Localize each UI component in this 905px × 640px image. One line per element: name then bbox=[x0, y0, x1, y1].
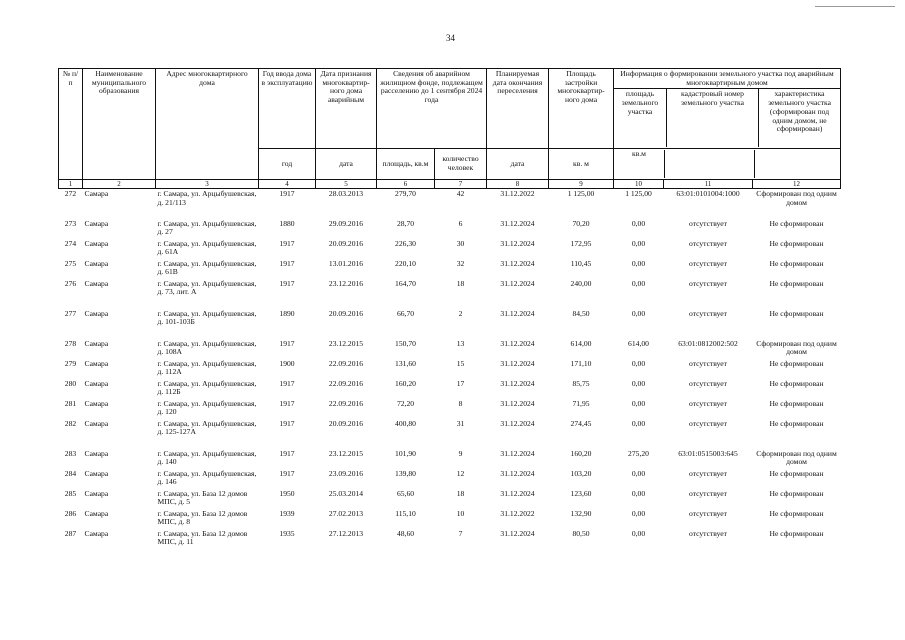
planned-date-cell: 31.12.2024 bbox=[500, 278, 535, 288]
built-area-cell: 71,95 bbox=[572, 398, 590, 408]
planned-date-cell: 31.12.2022 bbox=[500, 189, 535, 198]
table-row bbox=[59, 399, 841, 419]
cadastral-cell: отсутствует bbox=[689, 308, 727, 318]
column-number: 10 bbox=[614, 180, 664, 189]
address-cell: г. Самара, ул. Арцыбушевская, д. 112А bbox=[157, 358, 257, 377]
area-cell: 48,60 bbox=[396, 528, 415, 538]
area-cell: 164,70 bbox=[395, 278, 416, 288]
area-cell: 28,70 bbox=[396, 218, 415, 228]
table-row bbox=[59, 359, 841, 379]
planned-date-cell: 31.12.2024 bbox=[500, 308, 535, 318]
municipality-cell: Самара bbox=[84, 358, 109, 368]
emergency-date-cell: 23.12.2016 bbox=[328, 278, 364, 288]
emergency-date-cell: 20.09.2016 bbox=[328, 308, 364, 318]
people-cell: 7 bbox=[458, 528, 463, 538]
built-area-cell: 614,00 bbox=[570, 338, 592, 348]
area-cell: 400,80 bbox=[395, 418, 416, 428]
row-number: 272 bbox=[64, 189, 77, 198]
year-cell: 1917 bbox=[279, 238, 295, 248]
cadastral-cell: отсутствует bbox=[689, 468, 727, 478]
year-cell: 1880 bbox=[279, 218, 295, 228]
built-area-cell: 70,20 bbox=[572, 218, 590, 228]
header-planned-date: Планируемая дата окончания переселения bbox=[487, 69, 549, 149]
table-row bbox=[59, 259, 841, 279]
cadastral-cell: отсутствует bbox=[689, 278, 727, 288]
cadastral-cell: отсутствует bbox=[689, 358, 727, 368]
people-cell: 31 bbox=[456, 418, 465, 428]
emergency-date-cell: 25.03.2014 bbox=[328, 488, 364, 498]
header-emergency-info: Сведения об аварийном жилищном фонде, подлежащем расселению до 1 сентября 2024 года bbox=[377, 69, 487, 149]
address-cell: г. Самара, ул. Арцыбушевская, д. 108А bbox=[157, 338, 257, 357]
emergency-housing-table bbox=[58, 68, 841, 549]
row-number: 279 bbox=[64, 358, 77, 368]
emergency-date-cell: 22.09.2016 bbox=[328, 398, 364, 408]
municipality-cell: Самара bbox=[84, 378, 109, 388]
address-cell: г. Самара, ул. База 12 домов МПС, д. 5 bbox=[157, 488, 248, 507]
row-number: 278 bbox=[64, 338, 77, 348]
municipality-cell: Самара bbox=[84, 448, 109, 458]
column-number: 4 bbox=[259, 180, 316, 189]
page-number: 34 bbox=[446, 33, 455, 43]
address-cell: г. Самара, ул. Арцыбушевская, д. 140 bbox=[157, 448, 257, 467]
built-area-cell: 103,20 bbox=[570, 468, 592, 478]
table-row bbox=[59, 509, 841, 529]
characteristic-cell: Не сформирован bbox=[769, 358, 824, 368]
year-cell: 1917 bbox=[279, 448, 295, 458]
row-number: 277 bbox=[64, 308, 77, 318]
municipality-cell: Самара bbox=[84, 278, 109, 288]
header-year: Год ввода дома в эксплуатацию bbox=[259, 69, 316, 149]
column-number: 6 bbox=[377, 180, 435, 189]
planned-date-cell: 31.12.2024 bbox=[500, 488, 535, 498]
planned-date-cell: 31.12.2024 bbox=[500, 468, 535, 478]
area-cell: 66,70 bbox=[396, 308, 415, 318]
column-number: 3 bbox=[156, 180, 259, 189]
column-number: 9 bbox=[549, 180, 614, 189]
row-number: 283 bbox=[64, 448, 77, 458]
land-area-cell: 0,00 bbox=[631, 378, 646, 388]
address-cell: г. Самара, ул. Арцыбушевская, д. 27 bbox=[157, 218, 257, 237]
cadastral-cell: отсутствует bbox=[689, 378, 727, 388]
unit-land-area: кв.м bbox=[614, 150, 665, 178]
address-cell: г. Самара, ул. Арцыбушевская, д. 146 bbox=[157, 468, 257, 487]
characteristic-cell: Не сформирован bbox=[769, 508, 824, 518]
characteristic-cell: Не сформирован bbox=[769, 218, 824, 228]
built-area-cell: 240,00 bbox=[570, 278, 592, 288]
row-number: 275 bbox=[64, 258, 77, 268]
area-cell: 220,10 bbox=[395, 258, 416, 268]
unit-year: год bbox=[259, 149, 316, 180]
cadastral-cell: отсутствует bbox=[689, 238, 727, 248]
area-cell: 139,80 bbox=[395, 468, 416, 478]
area-cell: 101,90 bbox=[395, 448, 416, 458]
built-area-cell: 1 125,00 bbox=[567, 189, 595, 198]
cadastral-cell: 63:01:0101004:1000 bbox=[676, 189, 740, 198]
land-area-cell: 0,00 bbox=[631, 238, 646, 248]
characteristic-cell: Не сформирован bbox=[769, 488, 824, 498]
characteristic-cell: Сформирован под одним домом bbox=[756, 189, 837, 207]
municipality-cell: Самара bbox=[84, 488, 109, 498]
column-number: 8 bbox=[487, 180, 549, 189]
planned-date-cell: 31.12.2024 bbox=[500, 448, 535, 458]
emergency-date-cell: 29.09.2016 bbox=[328, 218, 364, 228]
address-cell: г. Самара, ул. Арцыбушевская, д. 112Б bbox=[157, 378, 257, 397]
year-cell: 1917 bbox=[279, 278, 295, 288]
corner-rule bbox=[815, 6, 895, 7]
cadastral-cell: отсутствует bbox=[689, 488, 727, 498]
characteristic-cell: Не сформирован bbox=[769, 418, 824, 428]
emergency-date-cell: 23.12.2015 bbox=[328, 448, 364, 458]
row-number: 287 bbox=[64, 528, 77, 538]
people-cell: 18 bbox=[456, 278, 465, 288]
column-number: 7 bbox=[435, 180, 487, 189]
characteristic-cell: Не сформирован bbox=[769, 238, 824, 248]
area-cell: 65,60 bbox=[396, 488, 415, 498]
people-cell: 13 bbox=[456, 338, 465, 348]
emergency-date-cell: 27.02.2013 bbox=[328, 508, 364, 518]
address-cell: г. Самара, ул. Арцыбушевская, д. 125-127А bbox=[157, 418, 257, 437]
people-cell: 12 bbox=[456, 468, 465, 478]
table-row bbox=[59, 309, 841, 339]
emergency-date-cell: 22.09.2016 bbox=[328, 378, 364, 388]
cadastral-cell: отсутствует bbox=[689, 418, 727, 428]
people-cell: 8 bbox=[458, 398, 463, 408]
header-land-info: Информация о формировании земельного участка под аварийным многоквартирным домом bbox=[614, 69, 840, 89]
municipality-cell: Самара bbox=[84, 308, 109, 318]
header-cadastral: кадастровый номер земельного участка bbox=[667, 89, 759, 147]
year-cell: 1950 bbox=[279, 488, 295, 498]
year-cell: 1935 bbox=[279, 528, 295, 538]
characteristic-cell: Сформирован под одним домом bbox=[756, 338, 837, 357]
built-area-cell: 85,75 bbox=[572, 378, 590, 388]
header-date-emergency: Дата признания многоквартир-ного дома аварийным bbox=[316, 69, 377, 149]
table-row bbox=[59, 529, 841, 549]
built-area-cell: 172,95 bbox=[570, 238, 592, 248]
address-cell: г. Самара, ул. Арцыбушевская, д. 101-103Б bbox=[157, 308, 257, 327]
table-row bbox=[59, 339, 841, 359]
address-cell: г. Самара, ул. Арцыбушевская, д. 61А bbox=[157, 238, 257, 257]
characteristic-cell: Не сформирован bbox=[769, 258, 824, 268]
emergency-date-cell: 13.01.2016 bbox=[328, 258, 364, 268]
people-cell: 6 bbox=[458, 218, 463, 228]
row-number: 273 bbox=[64, 218, 77, 228]
area-cell: 72,20 bbox=[396, 398, 415, 408]
area-cell: 131,60 bbox=[395, 358, 416, 368]
land-area-cell: 0,00 bbox=[631, 508, 646, 518]
built-area-cell: 274,45 bbox=[570, 418, 592, 428]
area-cell: 279,70 bbox=[395, 189, 416, 198]
year-cell: 1917 bbox=[279, 189, 295, 198]
land-area-cell: 0,00 bbox=[631, 528, 646, 538]
municipality-cell: Самара bbox=[84, 418, 109, 428]
emergency-date-cell: 20.09.2016 bbox=[328, 238, 364, 248]
column-number: 11 bbox=[664, 180, 753, 189]
row-number: 286 bbox=[64, 508, 77, 518]
table-row bbox=[59, 219, 841, 239]
year-cell: 1890 bbox=[279, 308, 295, 318]
characteristic-cell: Не сформирован bbox=[769, 468, 824, 478]
municipality-cell: Самара bbox=[84, 338, 109, 348]
municipality-cell: Самара bbox=[84, 218, 109, 228]
year-cell: 1900 bbox=[279, 358, 295, 368]
planned-date-cell: 31.12.2024 bbox=[500, 378, 535, 388]
characteristic-cell: Не сформирован bbox=[769, 278, 824, 288]
characteristic-cell: Не сформирован bbox=[769, 308, 824, 318]
cadastral-cell: отсутствует bbox=[689, 218, 727, 228]
address-cell: г. Самара, ул. Арцыбушевская, д. 61В bbox=[157, 258, 257, 277]
header-land-area: площадь земельного участка bbox=[614, 89, 667, 147]
planned-date-cell: 31.12.2024 bbox=[500, 358, 535, 368]
municipality-cell: Самара bbox=[84, 468, 109, 478]
row-number: 274 bbox=[64, 238, 77, 248]
area-cell: 115,10 bbox=[395, 508, 416, 518]
table-row bbox=[59, 239, 841, 259]
planned-date-cell: 31.12.2024 bbox=[500, 338, 535, 348]
header-land-group bbox=[614, 69, 841, 149]
column-number: 5 bbox=[316, 180, 377, 189]
built-area-cell: 84,50 bbox=[572, 308, 590, 318]
people-cell: 30 bbox=[456, 238, 465, 248]
cadastral-cell: отсутствует bbox=[689, 528, 727, 538]
built-area-cell: 160,20 bbox=[570, 448, 592, 458]
unit-land-group bbox=[614, 149, 841, 180]
built-area-cell: 171,10 bbox=[570, 358, 592, 368]
cadastral-cell: отсутствует bbox=[689, 508, 727, 518]
header-address: Адрес многоквартирного дома bbox=[156, 69, 259, 180]
row-number: 276 bbox=[64, 278, 77, 288]
land-area-cell: 275,20 bbox=[628, 448, 649, 458]
people-cell: 2 bbox=[458, 308, 463, 318]
emergency-date-cell: 23.09.2016 bbox=[328, 468, 364, 478]
table-row bbox=[59, 449, 841, 469]
municipality-cell: Самара bbox=[84, 238, 109, 248]
people-cell: 17 bbox=[456, 378, 465, 388]
planned-date-cell: 31.12.2024 bbox=[500, 418, 535, 428]
land-area-cell: 0,00 bbox=[631, 218, 646, 228]
cadastral-cell: 63:01:0812002:502 bbox=[678, 338, 738, 348]
emergency-date-cell: 23.12.2015 bbox=[328, 338, 364, 348]
land-area-cell: 0,00 bbox=[631, 308, 646, 318]
people-cell: 42 bbox=[456, 189, 465, 198]
people-cell: 10 bbox=[456, 508, 465, 518]
planned-date-cell: 31.12.2024 bbox=[500, 258, 535, 268]
column-number: 2 bbox=[83, 180, 156, 189]
year-cell: 1917 bbox=[279, 398, 295, 408]
characteristic-cell: Не сформирован bbox=[769, 398, 824, 408]
unit-built-area: кв. м bbox=[549, 149, 614, 180]
table-row bbox=[59, 279, 841, 309]
year-cell: 1917 bbox=[279, 468, 295, 478]
row-number: 282 bbox=[64, 418, 77, 428]
address-cell: г. Самара, ул. База 12 домов МПС, д. 11 bbox=[157, 528, 248, 547]
header-num: № п/п bbox=[59, 69, 83, 180]
area-cell: 150,70 bbox=[395, 338, 416, 348]
cadastral-cell: отсутствует bbox=[689, 398, 727, 408]
area-cell: 160,20 bbox=[395, 378, 416, 388]
people-cell: 18 bbox=[456, 488, 465, 498]
column-number-row bbox=[59, 180, 841, 189]
planned-date-cell: 31.12.2024 bbox=[500, 238, 535, 248]
land-area-cell: 614,00 bbox=[628, 338, 649, 348]
unit-date-emergency: дата bbox=[316, 149, 377, 180]
land-area-cell: 1 125,00 bbox=[625, 189, 652, 198]
header-municipality: Наименование муниципального образования bbox=[83, 69, 156, 180]
header-built-area: Площадь застройки многоквартир-ного дома bbox=[549, 69, 614, 149]
land-area-cell: 0,00 bbox=[631, 418, 646, 428]
row-number: 281 bbox=[64, 398, 77, 408]
unit-people: количество человек bbox=[435, 149, 487, 180]
year-cell: 1917 bbox=[279, 338, 295, 348]
planned-date-cell: 31.12.2024 bbox=[500, 398, 535, 408]
municipality-cell: Самара bbox=[84, 258, 109, 268]
municipality-cell: Самара bbox=[84, 508, 109, 518]
people-cell: 32 bbox=[456, 258, 465, 268]
people-cell: 9 bbox=[458, 448, 463, 458]
characteristic-cell: Не сформирован bbox=[769, 528, 824, 538]
built-area-cell: 80,50 bbox=[572, 528, 590, 538]
address-cell: г. Самара, ул. Арцыбушевская, д. 21/113 bbox=[157, 189, 257, 207]
emergency-date-cell: 28.03.2013 bbox=[328, 189, 364, 198]
unit-area: площадь, кв.м bbox=[377, 149, 435, 180]
emergency-date-cell: 27.12.2013 bbox=[328, 528, 364, 538]
planned-date-cell: 31.12.2022 bbox=[500, 508, 535, 518]
area-cell: 226,30 bbox=[395, 238, 416, 248]
land-area-cell: 0,00 bbox=[631, 398, 646, 408]
characteristic-cell: Не сформирован bbox=[769, 378, 824, 388]
land-area-cell: 0,00 bbox=[631, 468, 646, 478]
municipality-cell: Самара bbox=[84, 398, 109, 408]
header-characteristic: характеристика земельного участка (сформирован под одним домом, не сформирован) bbox=[768, 89, 831, 134]
built-area-cell: 110,45 bbox=[570, 258, 592, 268]
table-row bbox=[59, 189, 841, 219]
cadastral-cell: 63:01:0515003:645 bbox=[678, 448, 738, 458]
built-area-cell: 132,90 bbox=[570, 508, 592, 518]
emergency-date-cell: 22.09.2016 bbox=[328, 358, 364, 368]
people-cell: 15 bbox=[456, 358, 465, 368]
municipality-cell: Самара bbox=[84, 189, 109, 198]
emergency-date-cell: 20.09.2016 bbox=[328, 418, 364, 428]
land-area-cell: 0,00 bbox=[631, 488, 646, 498]
land-area-cell: 0,00 bbox=[631, 358, 646, 368]
table-row bbox=[59, 469, 841, 489]
table-body bbox=[59, 189, 841, 549]
column-number: 12 bbox=[753, 180, 841, 189]
row-number: 284 bbox=[64, 468, 77, 478]
planned-date-cell: 31.12.2024 bbox=[500, 218, 535, 228]
land-area-cell: 0,00 bbox=[631, 278, 646, 288]
planned-date-cell: 31.12.2024 bbox=[500, 528, 535, 538]
year-cell: 1939 bbox=[279, 508, 295, 518]
characteristic-cell: Сформирован под одним домом bbox=[756, 448, 837, 467]
year-cell: 1917 bbox=[279, 418, 295, 428]
address-cell: г. Самара, ул. Арцыбушевская, д. 73, лит. А bbox=[157, 278, 257, 297]
row-number: 285 bbox=[64, 488, 77, 498]
year-cell: 1917 bbox=[279, 378, 295, 388]
municipality-cell: Самара bbox=[84, 528, 109, 538]
column-number: 1 bbox=[59, 180, 83, 189]
row-number: 280 bbox=[64, 378, 77, 388]
year-cell: 1917 bbox=[279, 258, 295, 268]
land-area-cell: 0,00 bbox=[631, 258, 646, 268]
table-row bbox=[59, 419, 841, 449]
built-area-cell: 123,60 bbox=[570, 488, 592, 498]
table-row bbox=[59, 379, 841, 399]
address-cell: г. Самара, ул. База 12 домов МПС, д. 8 bbox=[157, 508, 248, 527]
cadastral-cell: отсутствует bbox=[689, 258, 727, 268]
table-row bbox=[59, 489, 841, 509]
unit-planned-date: дата bbox=[487, 149, 549, 180]
address-cell: г. Самара, ул. Арцыбушевская, д. 120 bbox=[157, 398, 257, 417]
